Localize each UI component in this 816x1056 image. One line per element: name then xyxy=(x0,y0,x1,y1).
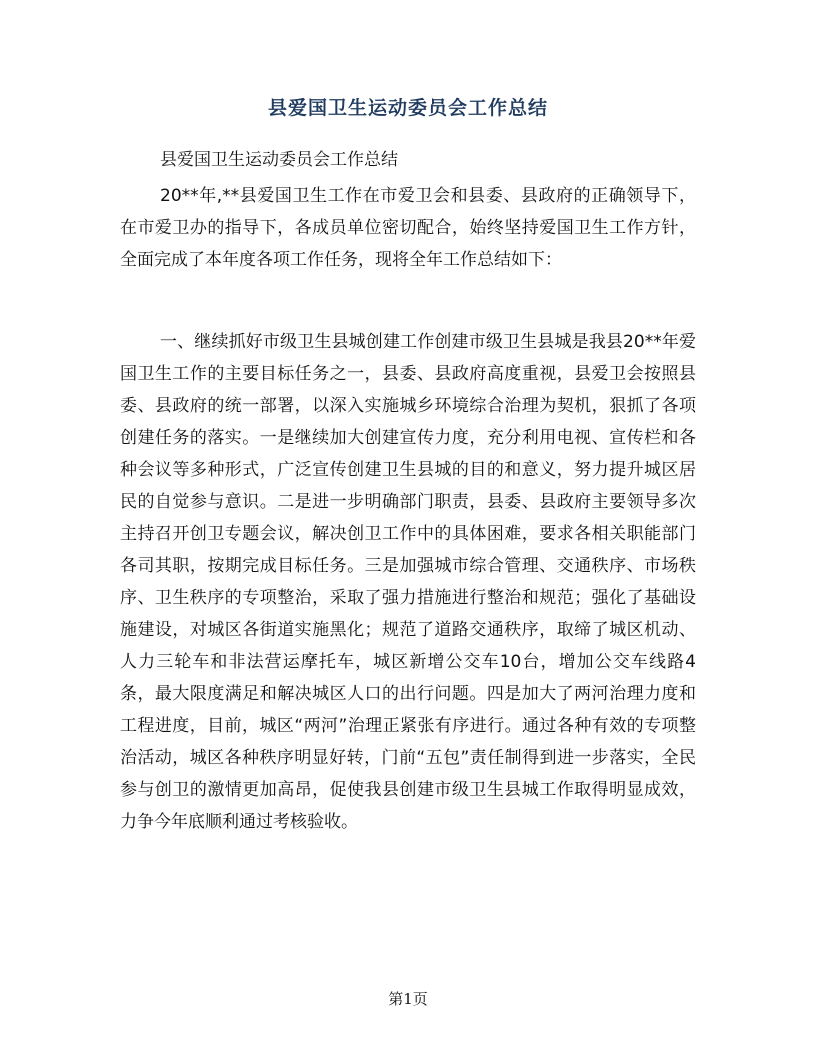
page-number: 第1页 xyxy=(388,990,428,1008)
section-one-paragraph: 一、继续抓好市级卫生县城创建工作创建市级卫生县城是我县20**年爱国卫生工作的主要目标任务之一，县委、县政府高度重视，县爱卫会按照县委、县政府的统一部署，以深入实施城乡环境综合治理为契机，狠抓了各项创建任务的落实。一是继续加大创建宣传力度，充分利用电视、宣传栏和各种会议等多种形式，广泛宣传创建卫生县城的目的和意义，努力提升城区居民的自觉参与意识。二是进一步明确部门职责，县委、县政府主要领导多次主持召开创卫专题会议，解决创卫工作中的具体困难，要求各相关职能部门各司其职，按期完成目标任务。三是加强城市综合管理、交通秩序、市场秩序、卫生秩序的专项整治，采取了强力措施进行整治和规范；强化了基础设施建设，对城区各街道实施黑化；规范了道路交通秩序，取缔了城区机动、人力三轮车和非法营运摩托车，城区新增公交车10台，增加公交车线路4条，最大限度满足和解决城区人口的出行问题。四是加大了两河治理力度和工程进度，目前，城区“两河”治理正紧张有序进行。通过各种有效的专项整治活动，城区各种秩序明显好转，门前“五包”责任制得到进一步落实，全民参与创卫的激情更加高昂，促使我县创建市级卫生县城工作取得明显成效，力争今年底顺利通过考核验收。 xyxy=(120,332,696,832)
document-subtitle: 县爱国卫生运动委员会工作总结 xyxy=(160,150,398,170)
intro-paragraph: 20**年,**县爱国卫生工作在市爱卫会和县委、县政府的正确领导下，在市爱卫办的指导下，各成员单位密切配合，始终坚持爱国卫生工作方针，全面完成了本年度各项工作任务，现将全年工作总结如下： xyxy=(120,186,696,270)
document-title: 县爱国卫生运动委员会工作总结 xyxy=(267,97,548,119)
